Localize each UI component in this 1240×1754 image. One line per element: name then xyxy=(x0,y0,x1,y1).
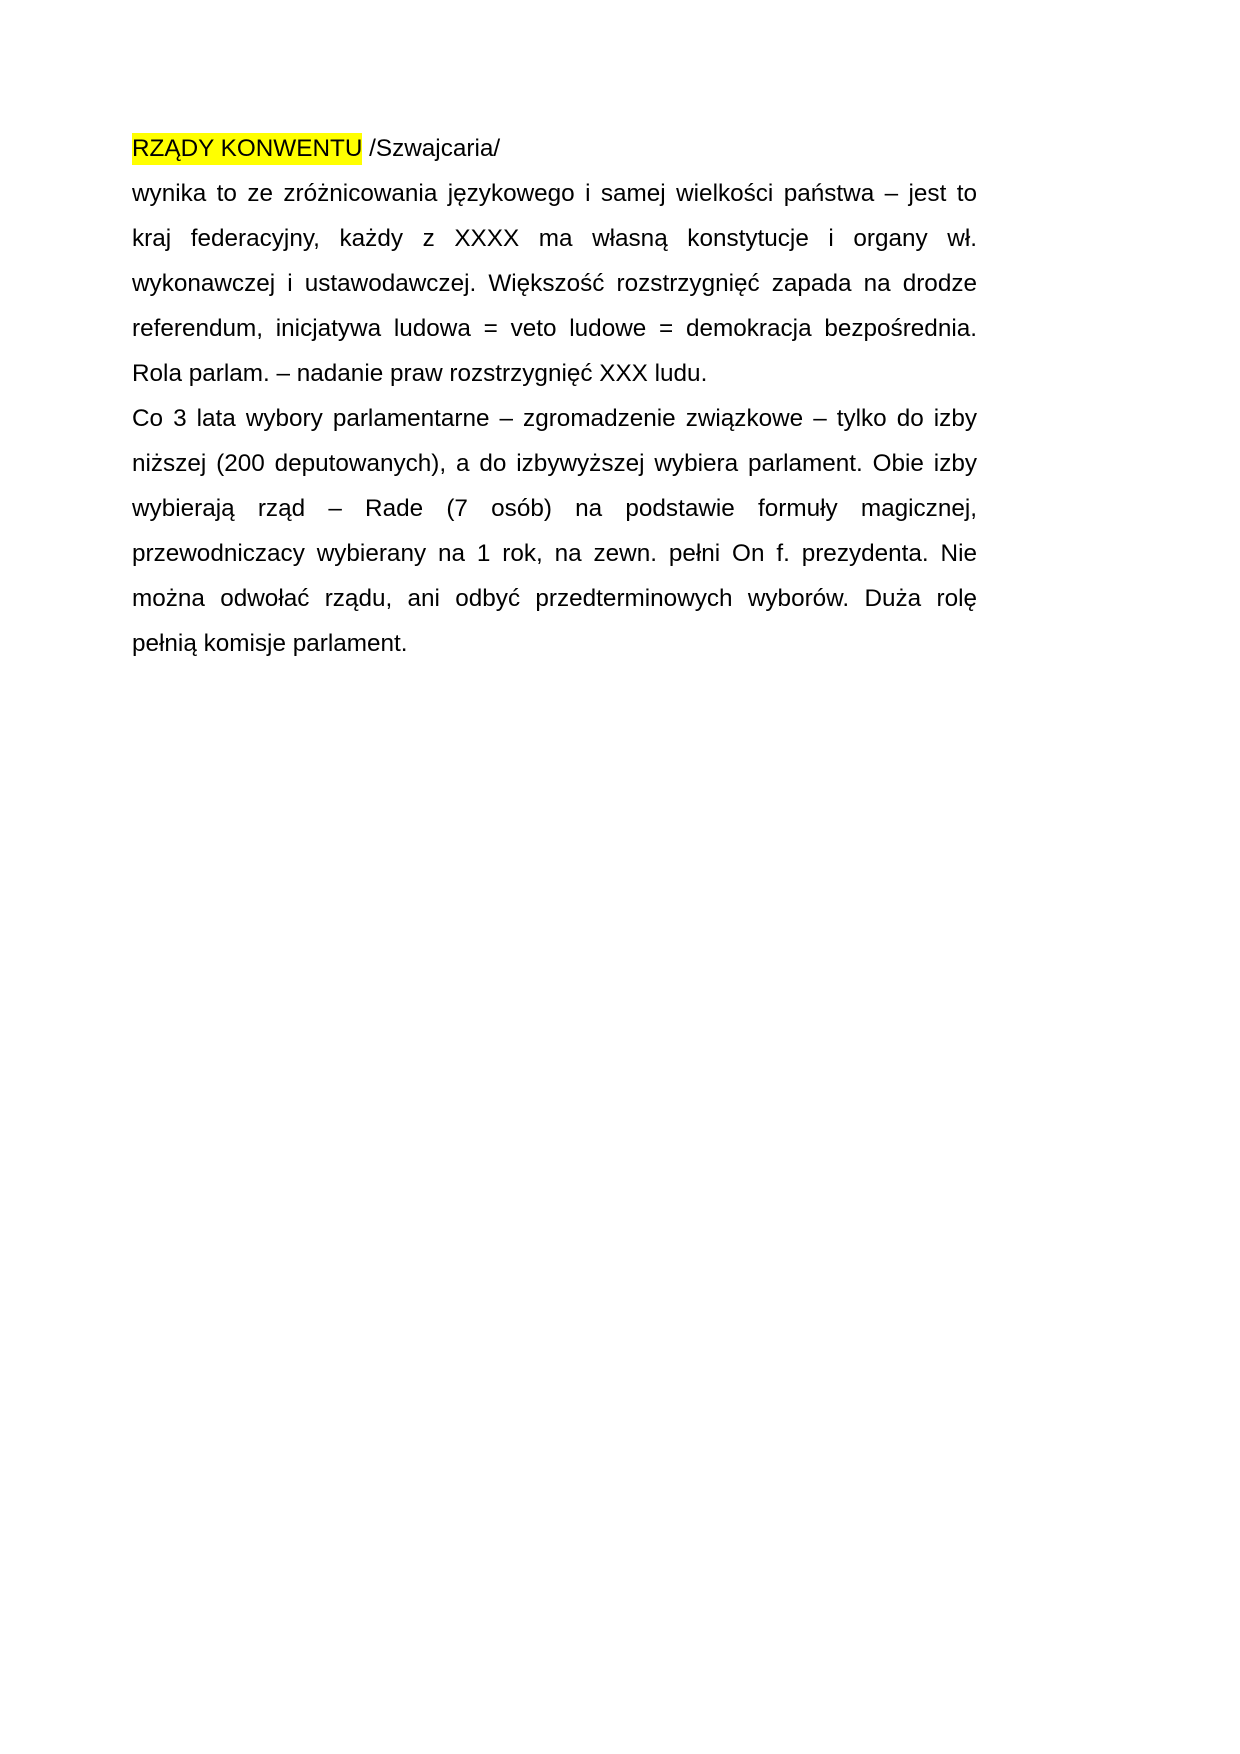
heading-subtitle: /Szwajcaria/ xyxy=(362,135,501,162)
paragraph-1: wynika to ze zróżnicowania językowego i samej wielkości państwa – jest to kraj federacyjny, każdy z XXXX ma własną konstytucje i organy wł. wykonawczej i ustawodawczej. Większość rozstrzygnięć zapada na drodze referendum, inicjatywa ludowa = veto ludowe = demokracja bezpośrednia. Rola parlam. – nadanie praw rozstrzygnięć XXX ludu. xyxy=(132,180,977,387)
document-title xyxy=(132,126,977,171)
highlighted-heading: RZĄDY KONWENTU xyxy=(132,133,362,165)
paragraph-2: Co 3 lata wybory parlamentarne – zgromadzenie związkowe – tylko do izby niższej (200 deputowanych), a do izbywyższej wybiera parlament. Obie izby wybierają rząd – Rade (7 osób) na podstawie formuły magicznej, przewodniczacy wybierany na 1 rok, na zewn. pełni On f. prezydenta. Nie można odwołać rządu, ani odbyć przedterminowych wyborów. Duża rolę pełnią komisje parlament. xyxy=(132,405,977,657)
document-body xyxy=(132,126,977,666)
